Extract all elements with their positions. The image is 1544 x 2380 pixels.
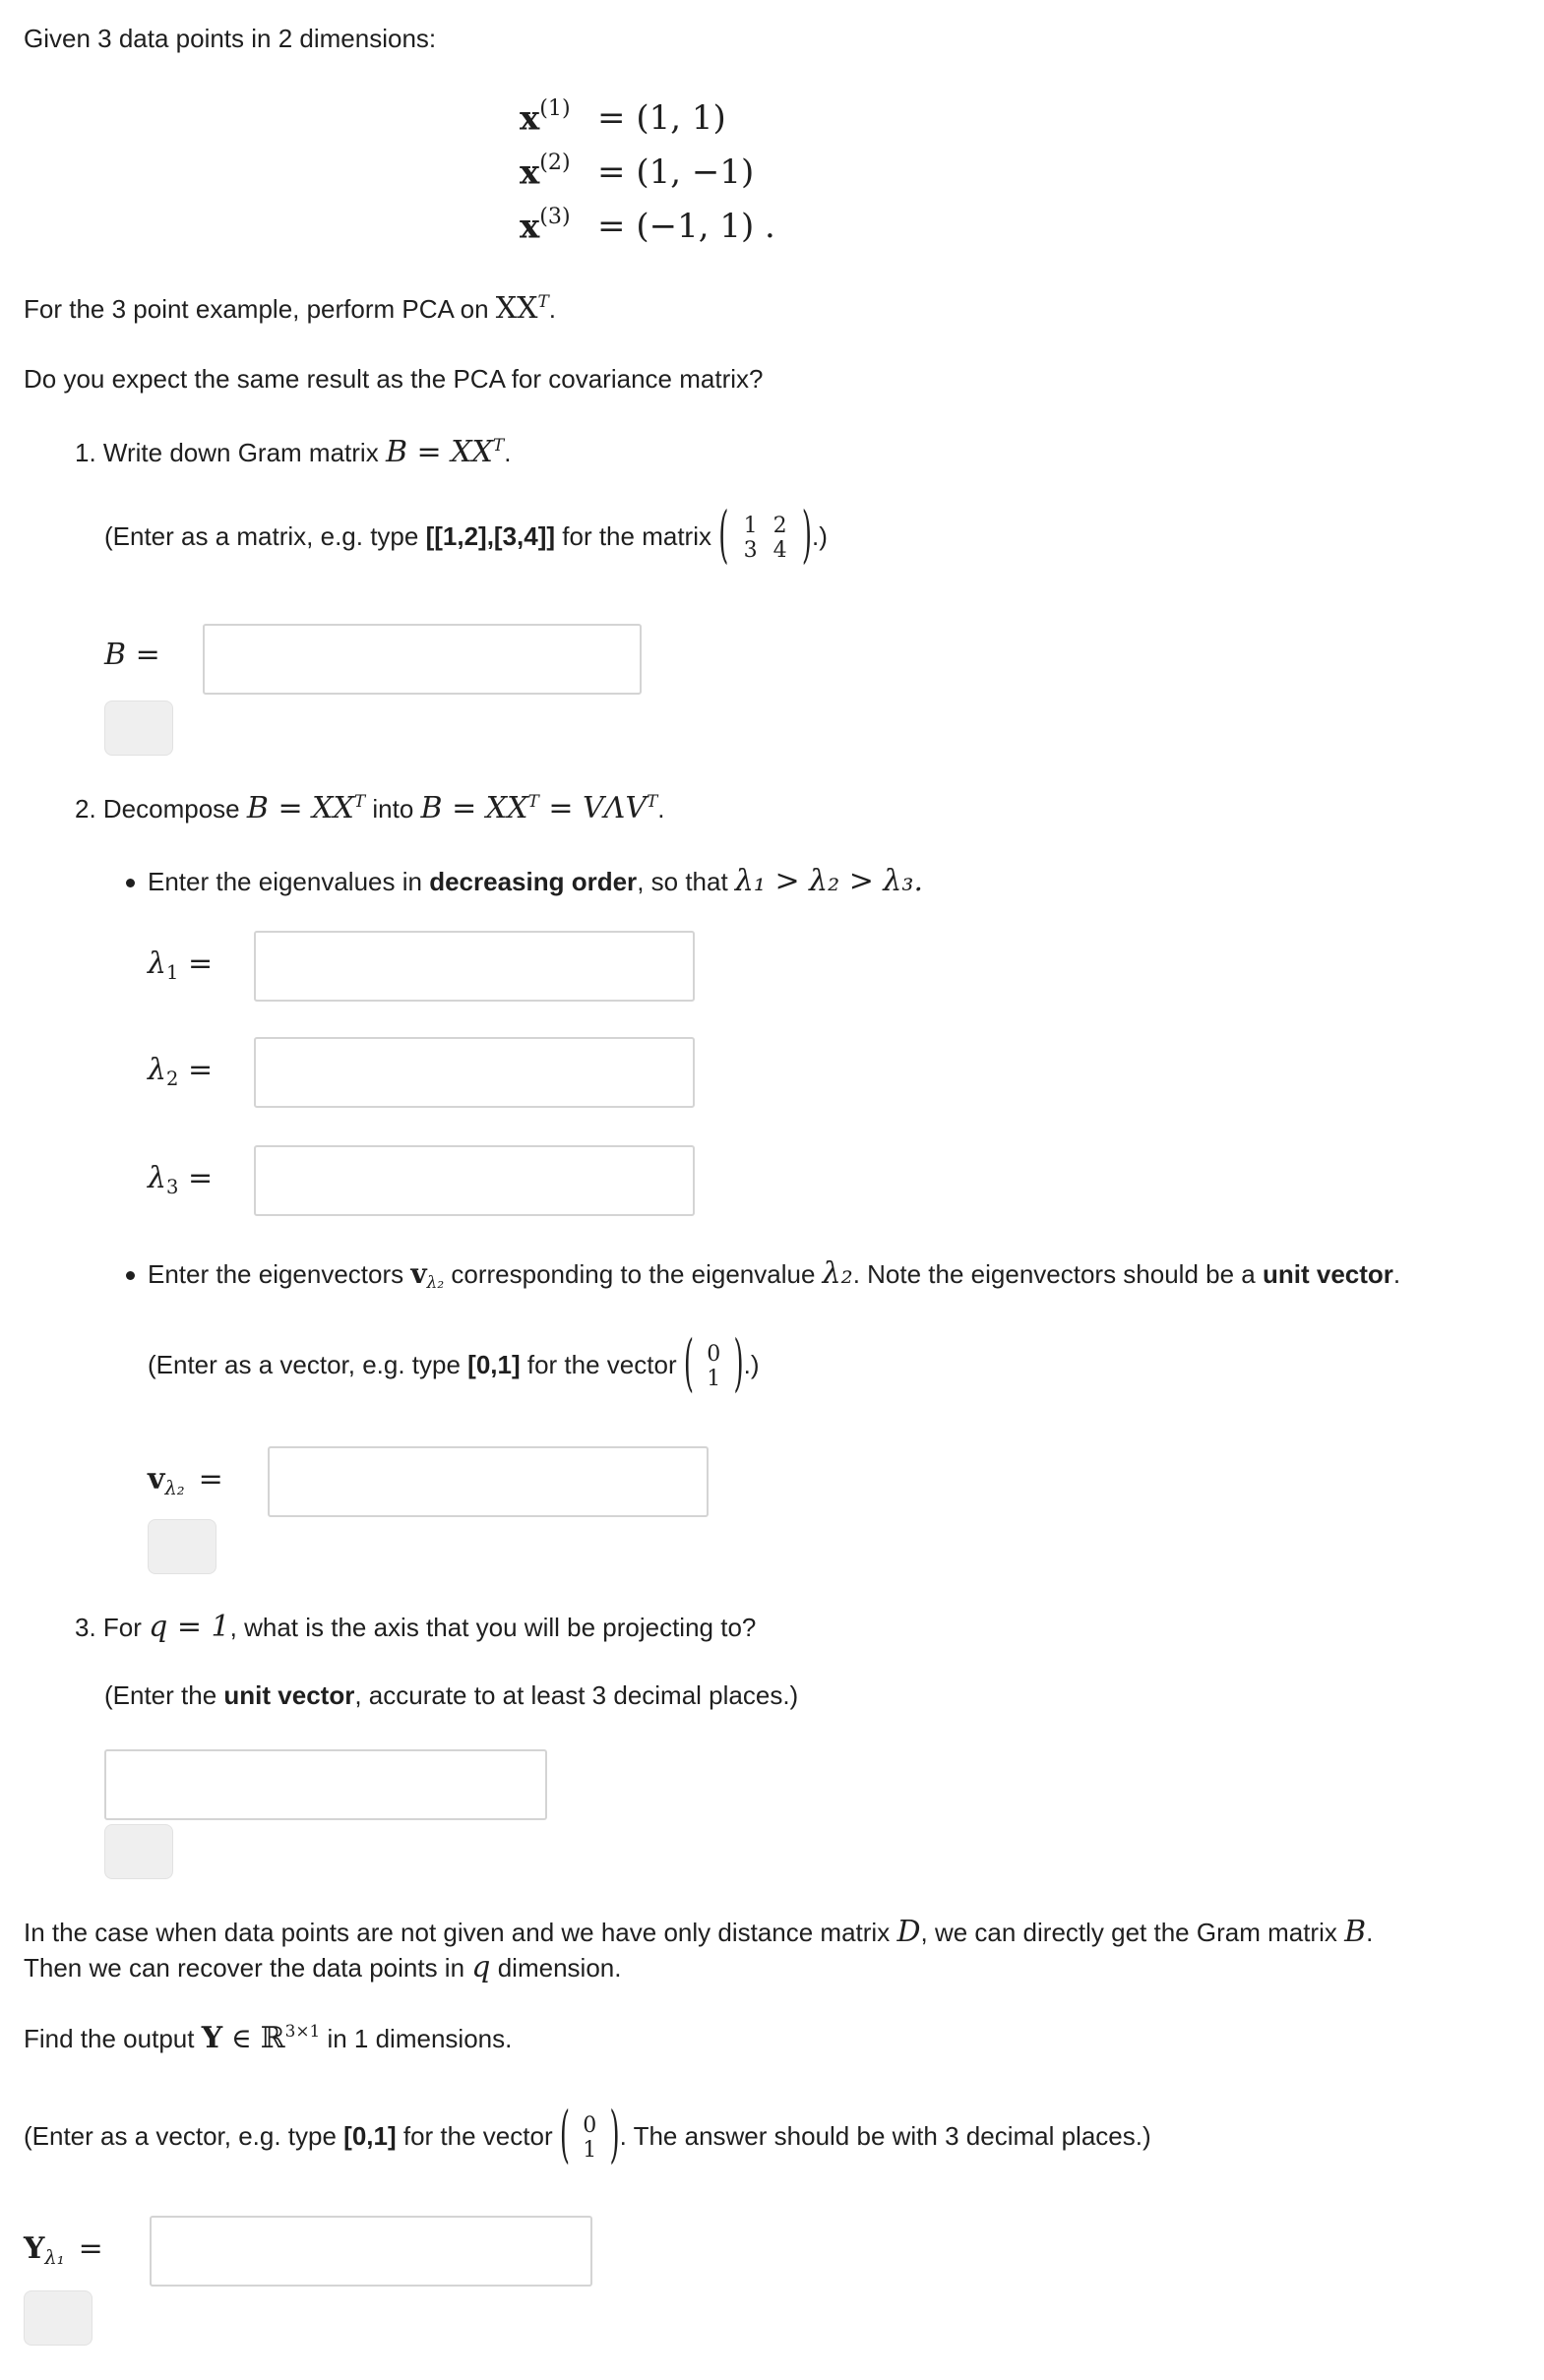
q2-heading: 2. Decompose $B = XX^T$ into $B = XX^T = V\Lambda V^T$. (75, 791, 665, 825)
example-vector: ( 0 1 ) (683, 1329, 744, 1401)
example-matrix: ( 1 2 3 4 ) (718, 501, 812, 573)
data-point-2: $x^{(2)} = (1$, −1) (520, 150, 755, 193)
intro-text: Given 3 data points in 2 dimensions: (24, 24, 437, 53)
check-button-y[interactable] (24, 2290, 93, 2346)
bullet-eigenvalues (126, 879, 135, 887)
v-lambda2-input[interactable] (268, 1446, 709, 1517)
projection-axis-input[interactable] (104, 1749, 547, 1820)
example-vector-2: ( 0 1 ) (559, 2101, 620, 2172)
b-field-label: B = (104, 638, 160, 672)
check-button-q2[interactable] (148, 1519, 216, 1574)
check-button-b[interactable] (104, 701, 173, 756)
lambda-1-label: $\lambda_1$ = (148, 946, 214, 984)
check-button-q3[interactable] (104, 1824, 173, 1879)
question-text: Do you expect the same result as the PCA for covariance matrix? (24, 364, 764, 394)
lambda-2-input[interactable] (254, 1037, 695, 1108)
find-output-text: Find the output Y ∈ ℝ$^{3\times 1}$ in 1 dimensions. (24, 2021, 513, 2055)
data-point-3: $x^{(3)} = (-1$, 1) . (520, 204, 775, 247)
case-line-2: Then we can recover the data points in q dimension. (24, 1950, 622, 1984)
find-hint: (Enter as a vector, e.g. type [0,1] for the vector ( 0 1 ). The answer should be with 3 decimal places.) (24, 2101, 1151, 2172)
q1-heading: 1. Write down Gram matrix $B = XX^T$. (75, 435, 512, 469)
lambda-2-label: $\lambda_2$ = (148, 1053, 214, 1090)
lambda-1-input[interactable] (254, 931, 695, 1002)
case-line-1: In the case when data points are not given and we have only distance matrix D, we can directly get the Gram matrix B. (24, 1915, 1374, 1949)
b-matrix-input[interactable] (203, 624, 642, 695)
q3-heading: 3. For q = 1, what is the axis that you will be projecting to? (75, 1610, 757, 1644)
y-lambda1-input[interactable] (150, 2216, 592, 2287)
v-lambda2-label: $v_{\lambda_2}$ = (148, 1462, 223, 1499)
data-point-1: $x^{(1)} = (1$, 1) (520, 95, 726, 139)
lambda-3-label: $\lambda_3$ = (148, 1161, 214, 1198)
eigenvalues-instruction: Enter the eigenvalues in decreasing order, so that λ₁ > λ₂ > λ₃. (148, 864, 923, 898)
perform-pca-text: For the 3 point example, perform PCA on $XX^T$. (24, 291, 557, 326)
eigenvector-instruction: Enter the eigenvectors $v_{\lambda_2}$ corresponding to the eigenvalue λ₂. Note the eigenvectors should be a unit vector. (148, 1256, 1401, 1293)
bullet-eigenvectors (126, 1271, 135, 1280)
lambda-3-input[interactable] (254, 1145, 695, 1216)
q1-hint: (Enter as a matrix, e.g. type [[1,2],[3,4]] for the matrix ( 1 2 3 4 ).) (104, 501, 828, 573)
q3-hint: (Enter the unit vector, accurate to at least 3 decimal places.) (104, 1680, 799, 1710)
y-lambda1-label: $Y_{\lambda_1}$ = (24, 2231, 103, 2269)
eigenvector-hint: (Enter as a vector, e.g. type [0,1] for the vector ( 0 1 ).) (148, 1329, 760, 1401)
